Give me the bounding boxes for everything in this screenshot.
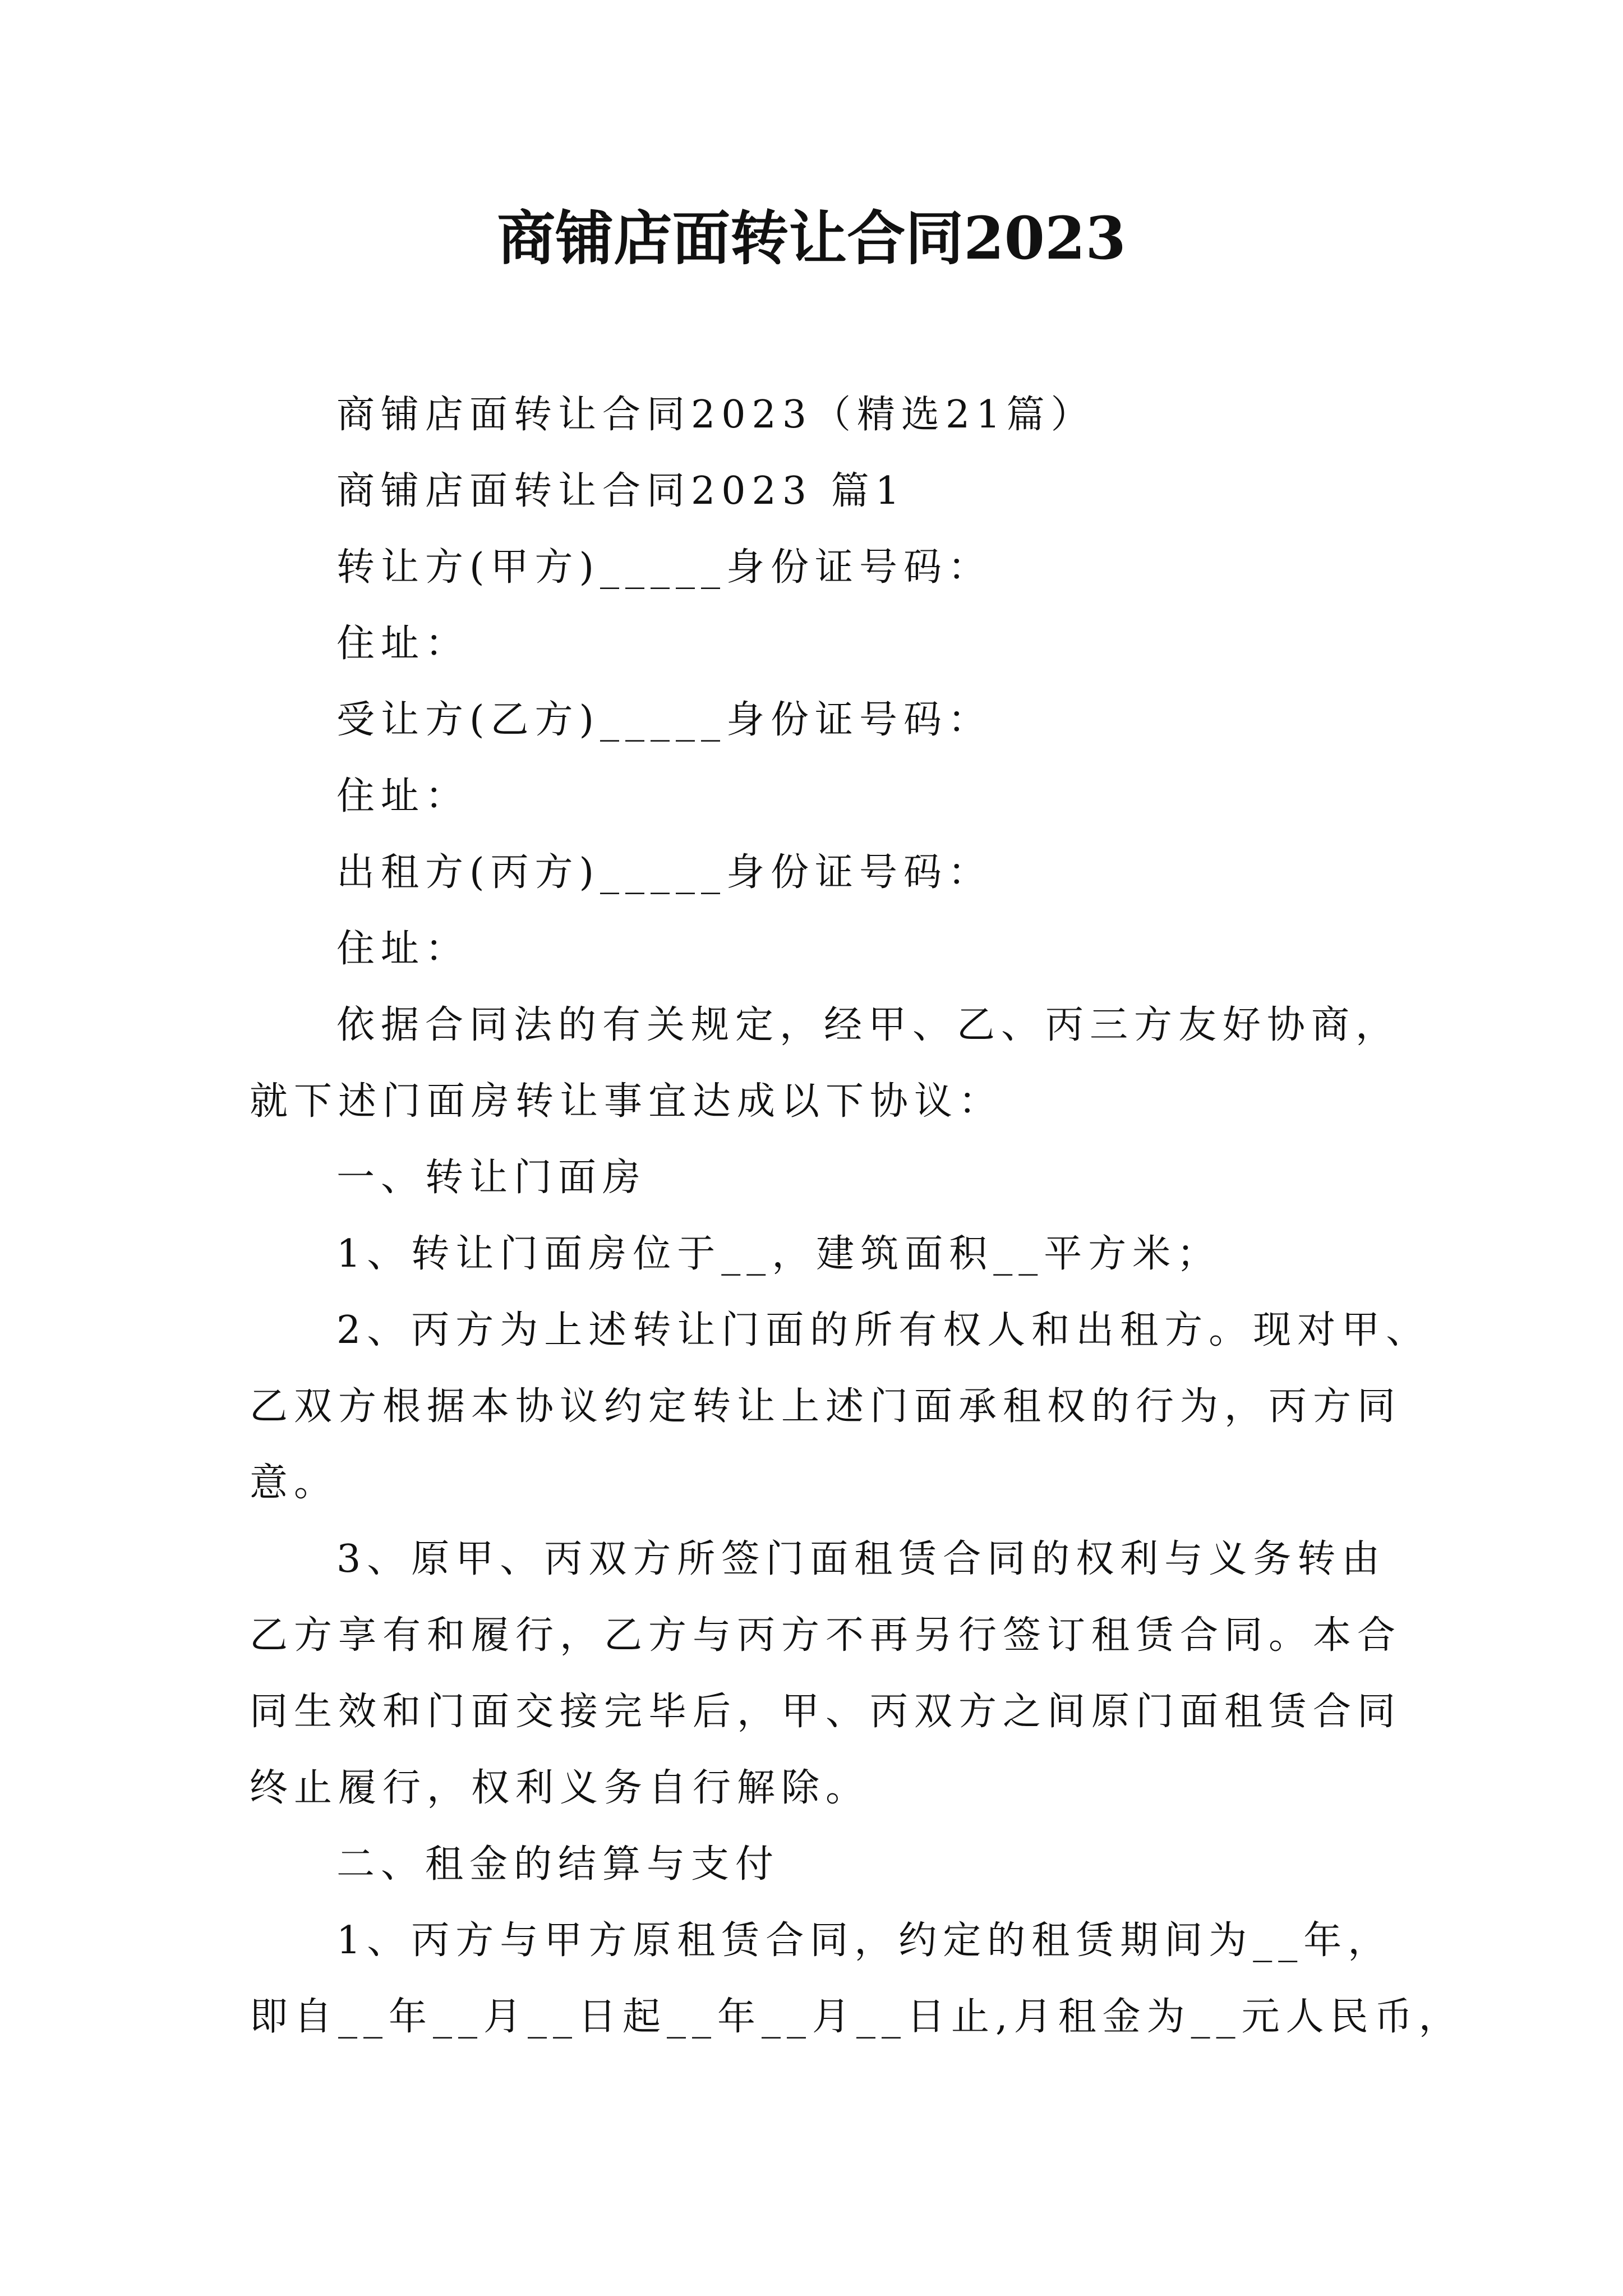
paragraph-line: 1、丙方与甲方原租赁合同，约定的租赁期间为__年，: [336, 1918, 1393, 1963]
paragraph-line: 同生效和门面交接完毕后，甲、丙双方之间原门面租赁合同: [250, 1690, 1402, 1734]
party-a-line: 转让方(甲方)_____身份证号码：: [336, 545, 993, 590]
document-title: 商铺店面转让合同2023: [497, 204, 1126, 273]
paragraph-line: 意。: [250, 1461, 339, 1505]
section-heading-line: 二、租金的结算与支付: [336, 1842, 780, 1887]
paragraph-line: 乙双方根据本协议约定转让上述门面承租权的行为，丙方同: [250, 1384, 1402, 1429]
paragraph-line: 依据合同法的有关规定，经甲、乙、丙三方友好协商，: [336, 1003, 1400, 1047]
party-b-address-line: 住址：: [336, 774, 470, 818]
party-c-address-line: 住址：: [336, 927, 470, 971]
section-heading-line: 一、转让门面房: [336, 1156, 647, 1200]
paragraph-line: 乙方享有和履行，乙方与丙方不再另行签订租赁合同。本合: [250, 1613, 1402, 1658]
paragraph-line: 就下述门面房转让事宜达成以下协议：: [250, 1079, 1003, 1124]
party-c-line: 出租方(丙方)_____身份证号码：: [336, 850, 993, 895]
section-heading-line: 商铺店面转让合同2023 篇1: [336, 469, 906, 513]
paragraph-line: 2、丙方为上述转让门面的所有权人和出租方。现对甲、: [336, 1308, 1431, 1352]
subtitle-line: 商铺店面转让合同2023（精选21篇）: [336, 393, 1095, 437]
party-b-line: 受让方(乙方)_____身份证号码：: [336, 698, 993, 742]
paragraph-line: 3、原甲、丙双方所签门面租赁合同的权利与义务转由: [336, 1537, 1386, 1581]
paragraph-line: 即自__年__月__日起__年__月__日止,月租金为__元人民币，: [250, 1995, 1463, 2039]
paragraph-line: 终止履行，权利义务自行解除。: [250, 1766, 870, 1810]
paragraph-line: 1、转让门面房位于__，建筑面积__平方米；: [336, 1232, 1221, 1276]
party-a-address-line: 住址：: [336, 622, 470, 666]
